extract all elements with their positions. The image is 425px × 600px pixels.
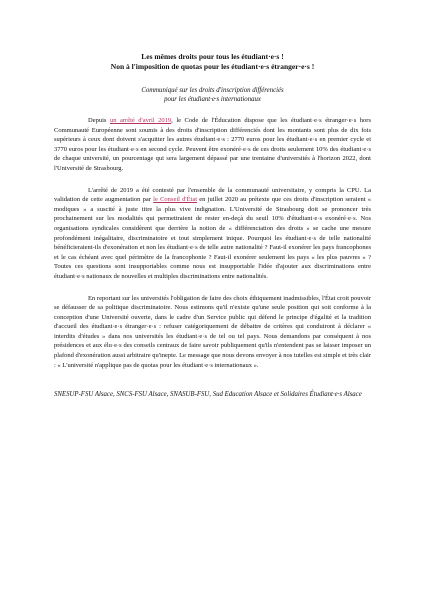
paragraph-1 bbox=[54, 116, 371, 174]
signatories: SNESUP-FSU Alsace, SNCS-FSU Alsace, SNASUB-FSU, Sud Education Alsace et Solidaires Étudiant·e·s Alsace bbox=[54, 391, 362, 399]
paragraph-2-lead: L'arrêté de 2019 a été contesté par l'ensemble de la communauté universitaire, y compris la CPU. La validation de cette augmentation par bbox=[54, 186, 371, 204]
document-subtitle bbox=[54, 86, 371, 104]
paragraph-2-text: en juillet 2020 au prétexte que ces droits d'inscription seraient « modiques » a suscité à juste titre la plus vive indignation. L'Université de Strasbourg doit se prononcer très prochainement sur les modalités qui permettraient de rester en-deçà du seuil 10% d'étudiant·e·s exonéré·e·s. Nos organisations syndicales considèrent que derrière la notion de « différenciation des droits » se cache une mesure profondément inégalitaire, discriminatoire et tout simplement inique. Pourquoi les étudiant·e·s de telle nationalité bénéficieraient-ils d'exonération et non les étudiant·e·s de telle autre nationalité ? Faut-il exonérer les pays francophones et le cas échéant avec quel périmètre de la francophonie ? Faut-il exonérer seulement les pays « les plus pauvres » ? Toutes ces questions sont insupportables comme nous est insupportable l'idée d'ajouter aux discriminations entre étudiant·e·s nationaux de nouvelles et multiples discriminations entre nationalités. bbox=[54, 196, 372, 280]
title-line-2: Non à l'imposition de quotas pour les étudiant·e·s étranger·e·s ! bbox=[110, 62, 315, 71]
paragraph-1-lead: Depuis bbox=[88, 117, 110, 124]
paragraph-3 bbox=[54, 294, 371, 371]
paragraph-1-text: , le Code de l'Éducation dispose que les étudiant·e·s étranger·e·s hors Communauté Européenne sont soumis à des droits d'inscription différenciés dont les montants sont plus de dix fois supérieurs à ceux dont doivent s'acquitter les autres étudiant·e·s : 2770 euros pour les étudiant·e·s en premier cycle et 3770 euros pour les étudiant·e·s en second cycle. Peuvent être exonéré·e·s de ces droits seulement 10% des étudiant·e·s de chaque université, un pourcentage qui sera largement dépassé par une trentaine d'universités à l'horizon 2022, dont l'Université de Strasbourg. bbox=[54, 117, 371, 172]
subtitle-line-1: Communiqué sur les droits d'inscription différenciés bbox=[141, 87, 284, 94]
subtitle-line-2: pour les étudiant·e·s internationaux bbox=[164, 96, 261, 103]
arrete-link[interactable]: un arrêté d'avril 2019 bbox=[109, 117, 172, 124]
paragraph-2 bbox=[54, 186, 371, 282]
conseil-etat-link[interactable]: le Conseil d'État bbox=[153, 196, 198, 204]
document-title bbox=[54, 52, 371, 72]
title-line-1: Les mêmes droits pour tous les étudiant·e·s ! bbox=[141, 52, 284, 61]
paragraph-3-text: En reportant sur les universités l'obligation de faire des choix éthiquement inadmissibles, l'État croit pouvoir se défausser de sa politique discriminatoire. Nous estimons qu'il n'existe qu'une seule position qui soit conforme à la conception d'une Université ouverte, dans le cadre d'un Service public qui défend le principe d'égalité et la tradition d'accueil des étudiant·e·s étranger·e·s : refuser catégoriquement de débattre de critères qui conduiront à déclarer « interdits d'études » dans nos universités les étudiant·e·s de tel ou tel pays. Nous demandons par conséquent à nos présidences et aux élu·e·s des conseils centraux de faire savoir publiquement qu'ils n'entendent pas se laisser imposer un plafond d'exonération aussi arbitraire qu'inepte. Le message que nous devons envoyer à nos tutelles est simple et très clair : « L'université n'applique pas de quotas pour les étudiant·e·s internationaux ». bbox=[54, 294, 371, 369]
